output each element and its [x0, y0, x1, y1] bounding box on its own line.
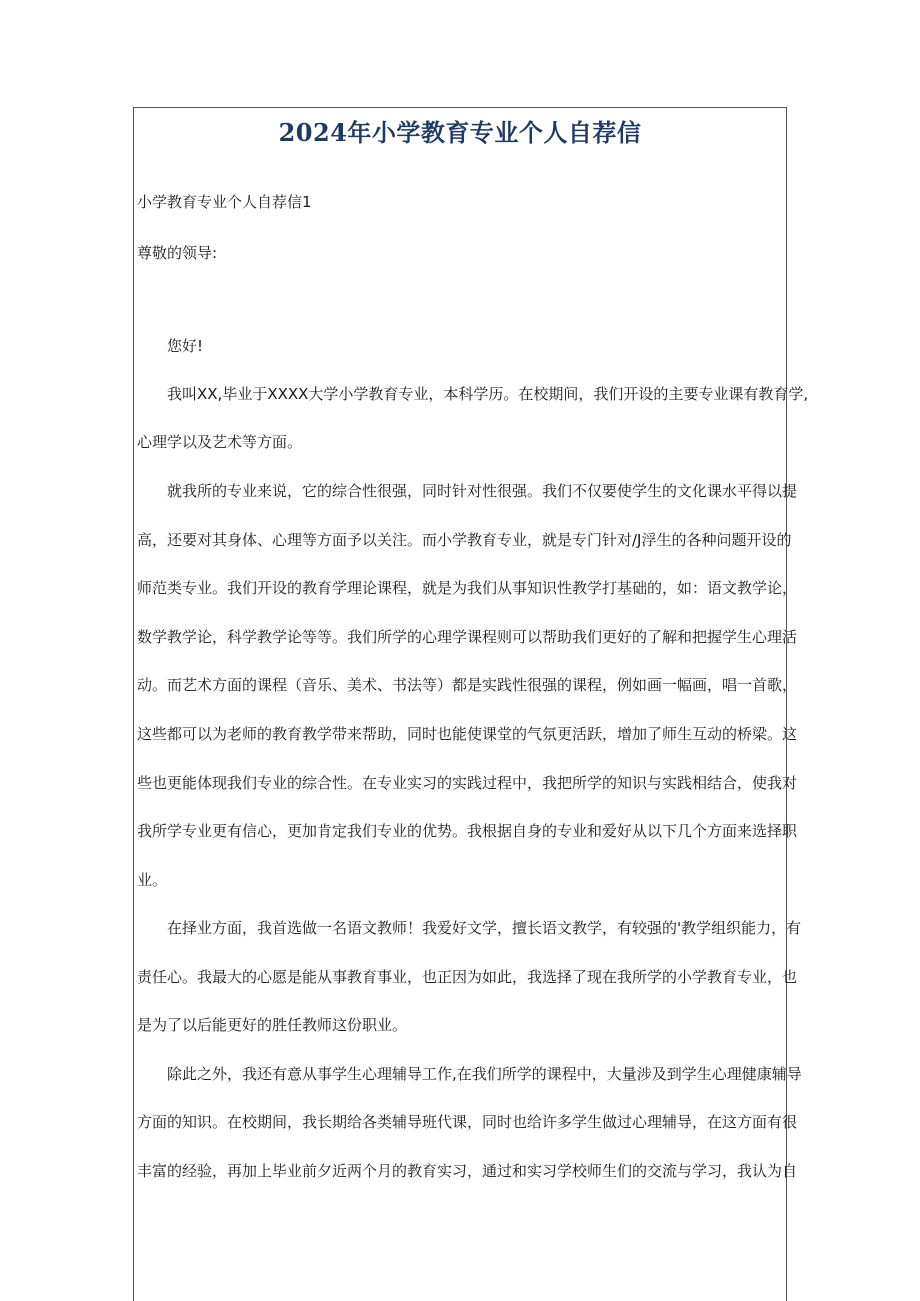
document-title: 2024年小学教育专业个人自荐信: [278, 118, 642, 147]
paragraph-1-line-1: 我叫XX,毕业于XXXX大学小学教育专业，本科学历。在校期间，我们开设的主要专业课有教育学,: [167, 385, 809, 403]
paragraph-1-line-2: 心理学以及艺术等方面。: [137, 433, 303, 451]
paragraph-3-line-1: 在择业方面，我首选做一名语文教师！我爱好文学，擅长语文教学，有较强的'教学组织能力，有: [167, 919, 802, 937]
paragraph-2-line-5: 动。而艺术方面的课程（音乐、美术、书法等）都是实践性很强的课程，例如画一幅画，唱一首歌，: [137, 676, 798, 694]
paragraph-4-line-1: 除此之外，我还有意从事学生心理辅导工作,在我们所学的课程中，大量涉及到学生心理健康辅导: [167, 1065, 802, 1083]
paragraph-4-line-2: 方面的知识。在校期间，我长期给各类辅导班代课，同时也给许多学生做过心理辅导，在这方面有很: [137, 1113, 798, 1131]
paragraph-3-line-2: 责任心。我最大的心愿是能从事教育事业，也正因为如此，我选择了现在我所学的小学教育专业，也: [137, 968, 798, 986]
paragraph-2-line-7: 些也更能体现我们专业的综合性。在专业实习的实践过程中，我把所学的知识与实践相结合，使我对: [137, 774, 798, 792]
greeting: 您好!: [167, 337, 204, 355]
paragraph-2-line-4: 数学教学论，科学教学论等等。我们所学的心理学课程则可以帮助我们更好的了解和把握学生心理活: [137, 628, 798, 646]
paragraph-2-line-2: 高，还要对其身体、心理等方面予以关注。而小学教育专业，就是专门针对/J浮生的各种问题开设的: [137, 531, 792, 549]
paragraph-3-line-3: 是为了以后能更好的胜任教师这份职业。: [137, 1016, 408, 1034]
paragraph-2-line-3: 师范类专业。我们开设的教育学理论课程，就是为我们从事知识性教学打基础的，如：语文教学论，: [137, 579, 798, 597]
paragraph-2-line-1: 就我所的专业来说，它的综合性很强，同时针对性很强。我们不仅要使学生的文化课水平得以提: [167, 482, 798, 500]
paragraph-4-line-3: 丰富的经验，再加上毕业前夕近两个月的教育实习，通过和实习学校师生们的交流与学习，我认为自: [137, 1162, 798, 1180]
paragraph-2-line-8: 我所学专业更有信心，更加肯定我们专业的优势。我根据自身的专业和爱好从以下几个方面来选择职: [137, 822, 798, 840]
paragraph-2-line-9: 业。: [137, 871, 168, 889]
paragraph-2-line-6: 这些都可以为老师的教育教学带来帮助，同时也能使课堂的气氛更活跃，增加了师生互动的桥梁。这: [137, 725, 798, 743]
document-subtitle: 小学教育专业个人自荐信1: [137, 193, 312, 211]
salutation: 尊敬的领导:: [137, 244, 218, 262]
